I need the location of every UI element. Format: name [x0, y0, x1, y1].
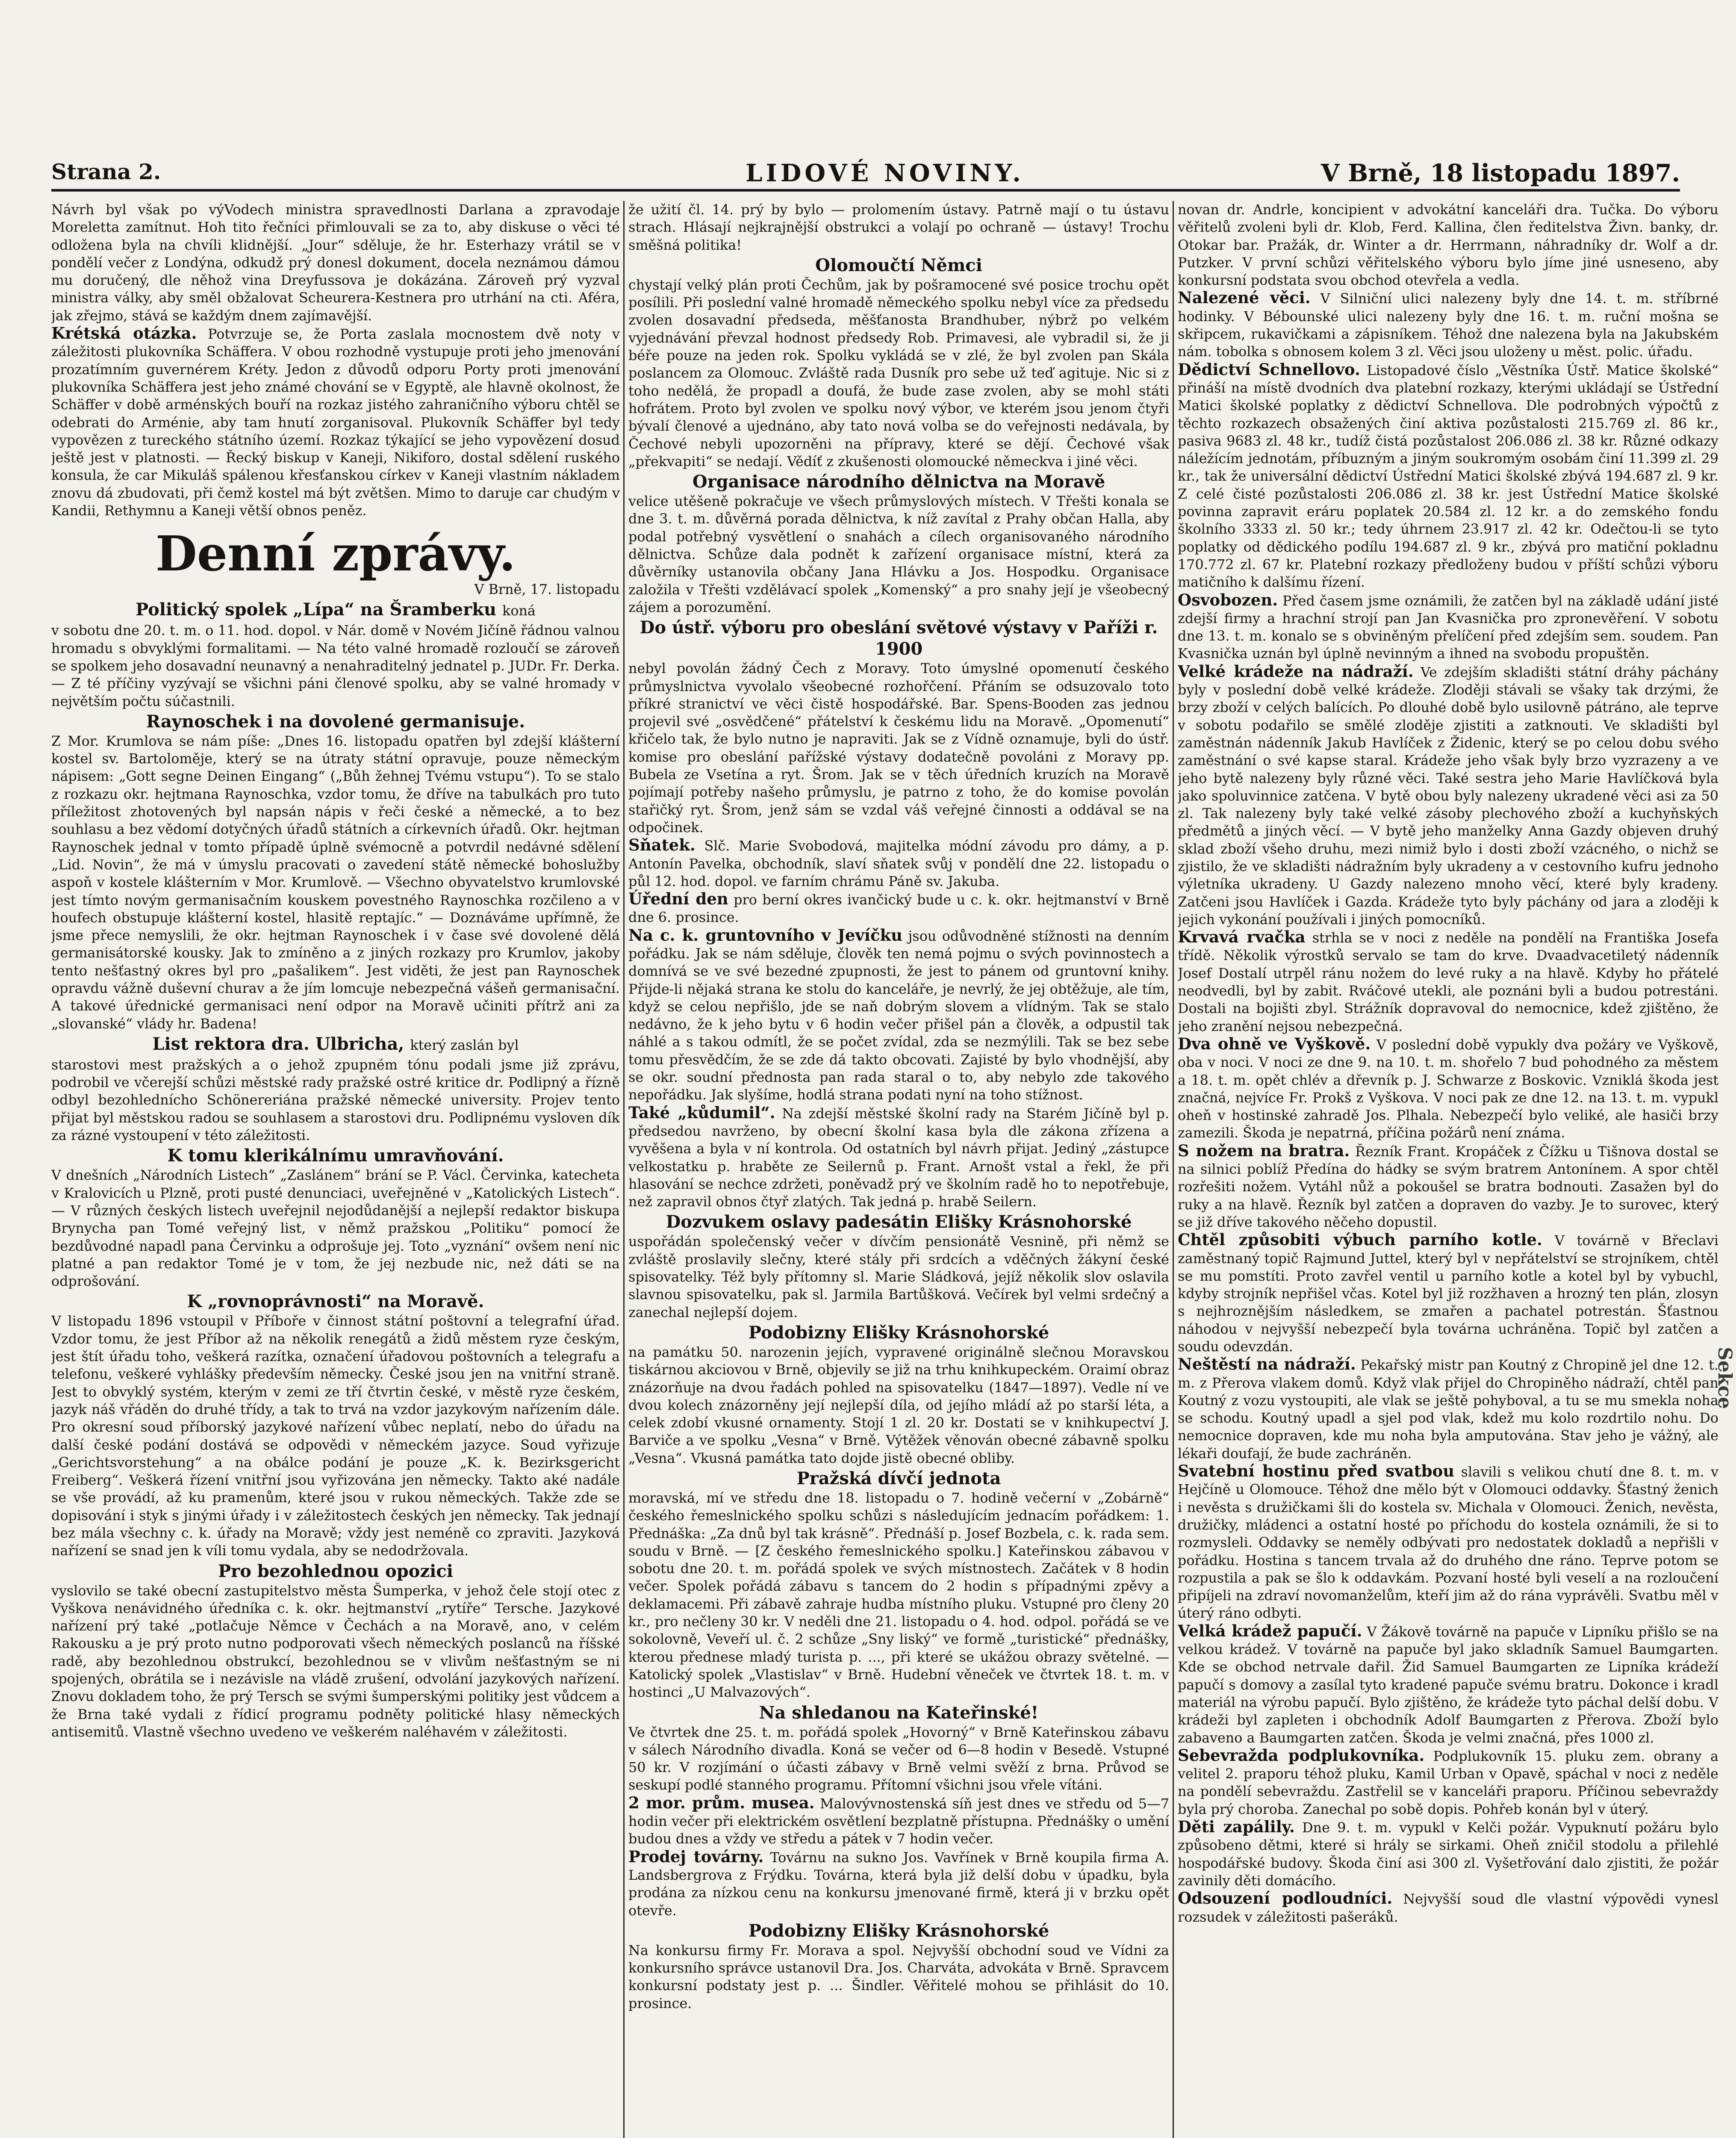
article-body: Nejvyšší soud dle vlastní výpovědi vynesl rozsudek v záležitosti pašeráků.: [1178, 1891, 1718, 1925]
article-body: Před časem jsme oznámili, že zatčen byl na základě udání jisté zdejší firmy a hrachní strojí pan Jan Kvasnička pro zpronevěření. V sobotu dne 13. t. m. konalo se s obviněným přelíčení před zdejším sem. soudem. Pan Kvasnička uznán byl úplně nevinným a ihned na svobodu propuštěn.: [1178, 593, 1718, 662]
article-headline: S nožem na bratra.: [1178, 1141, 1350, 1160]
article: [628, 1848, 1169, 1919]
article-headline: K „rovnoprávnosti“ na Moravě.: [187, 1291, 484, 1312]
article-headline: Prodej továrny.: [628, 1847, 764, 1866]
article-body: V továrně v Břeclavi zaměstnaný topič Rajmund Juttel, který byl v nepřátelství se strojníkem, chtěl se mu pomstíti. Proto zavřel ventil u parního kotle a kotel byl by vybuchl, kdyby strojník nepřišel včas. Kotel byl již rozžhaven a hrozný ten plán, zlosyn s nejhroznějším následkem, se zmařen a pachatel potrestán. Šťastnou náhodou v nejvyšší nebezpečí byla továrna uchráněna. Topič byl zatčen a soudu odevzdán.: [1178, 1233, 1718, 1355]
article: [1178, 1355, 1718, 1462]
article-body: Továrnu na sukno Jos. Vavřínek v Brně koupila firma A. Landsbergrova z Frýdku. Továrna, která byla již delší dobu v úpadku, byla prodána za nízkou cenu na konkursu jmenované firmě, která ji v brzku opět otevře.: [628, 1849, 1169, 1919]
article-body: V listopadu 1896 vstoupil v Příboře v činnost státní poštovní a telegrafní úřad. Vzdor tomu, že jest Příbor až na několik renegátů a židů městem ryze českým, jest štít úřadu toho, veškerá razítka, označení úřadovou poštovních a telegrafu a telefonu, veškeré vyhlášky především německy. České jsou jen na vnitřní straně. Jest to obvyklý systém, kterým v zemi ze tří čtvrtin české, v městě ryze českém, jazyk náš vřáděn do druhé třídy, a tak to trvá na vzdor jazykovým nařízením dále. Pro okresní soud příborský jazykové nařízení vůbec neplatí, nebo do úřadu na další české podání dostává se odpovědi v německém jazyce. Soud vyřizuje „Gerichtsvorstehung“ a na obálce podání je pouze „K. k. Bezirksgericht Freiberg“. Veškerá řízení vnitřní jsou vyřizována jen německy. Takto aké nadále se vše provádí, až ku pramenům, které jsou v rukou německých. Takže zde se dopisování i styk s jinými úřady i v záležitostech českých jen německy. Tak jednají bez mála všechny c. k. úřady na Moravě; vždy jest neméně co zpraviti. Jazyková nařízení se snad jen k víli tomu vydala, aby se nedodržovala.: [51, 1313, 620, 1559]
article-headline: Raynoschek i na dovolené germanisuje.: [146, 711, 525, 732]
article-headline: Chtěl způsobiti výbuch parního kotle.: [1178, 1230, 1542, 1249]
article-headline: Dva ohně ve Vyškově.: [1178, 1034, 1371, 1053]
article-headline: Dědictví Schnellovo.: [1178, 360, 1360, 379]
article-body: Podplukovník 15. pluku zem. obrany a velitel 2. praporu téhož pluku, Kamil Urban v Opavě, spáchal v noci z neděle na pondělí sebevraždu. Zastřelil se v kanceláři praporu. Příčinou sebevraždy byla prý choroba. Zanechal po sobě dopis. Pohřeb konán byl v úterý.: [1178, 1748, 1718, 1817]
article-headline: [51, 599, 620, 622]
article: [628, 890, 1169, 927]
article: [51, 325, 620, 520]
article-body: Listopadové číslo „Věstníka Ústř. Matice školské“ přináší na místě dvodních dva platební rozkazy, kterými ukládají se Ústřední Matici školské poplatky z dědictví Schnellova. Dle podrobných výpočtů z těchto rozkazech obsažených činí aktiva pozůstalosti 215.769 zl. 86 kr., pasiva 9683 zl. 48 kr., tudíž čistá pozůstalost 206.086 zl. 38 kr. Různé odkazy náležícím jednotám, příbuzným a jiným soukromým osobám činí 11.399 zl. 29 kr., tak že universální dědictví Ústřední Matici školské zbývá 194.687 zl. 9 kr. Z celé čisté pozůstalosti 206.086 zl. 38 kr. jest Ústřední Matice školské povinna zapravit eráru poplatek 20.584 zl. 12 kr. a do zemského fondu školního 3333 zl. 50 kr.; tedy úhrnem 23.917 zl. 42 kr. Odečtou-li se tyto poplatky od dědického podílu 194.687 zl. 9 kr., zbývá pro matiční pokladnu 170.772 zl. 67 kr. Platební rozkazy předloženy budou v příští schůzi výboru matičního k dalšímu řízení.: [1178, 362, 1718, 591]
article-body: jsou odůvodněné stížnosti na denním pořádku. Jak se nám sděluje, člověk ten nemá pojmu o svých povinnostech a domnívá se ve své bezedné zpupnosti, že jest to pánem od gruntovní knihy. Přijde-li nějaká strana ke stolu do kanceláře, je nevrlý, že jej obtěžuje, ale tím, když se celou nepřišlo, jde se naň dobrým slovem a vlídným. Tak se stalo nedávno, že k jeho bytu v 6 hodin večer přišel pán a člověk, a odpustil tak náhlé a s takou odmítl, že se počet zvídal, zda se nezmýlili. Tak se bez sebe tomu přesvědčím, že se zde dá takto obcovati. Zajisté by bylo vhodnější, aby se okr. soudní přednosta pan rada staral o to, aby nebylo zde takového nepořádku. Jak slyšíme, hodlá strana podati nyní na toho stížnost.: [628, 928, 1169, 1103]
article-continuation: novan dr. Andrle, koncipient v advokátní kanceláři dra. Tučka. Do výboru věřitelů zvoleni byli dr. Klob, Ferd. Kallina, člen ředitelstva Živn. banky, dr. Otokar bar. Pražák, dr. Winter a dr. Herrmann, náhradníky dr. Wolf a dr. Putzker. V první schůzi věřitelského výboru bylo jíme jiné usneseno, aby konkursní podstata svou obchod otevřela a vedla.: [1178, 202, 1718, 289]
article-body: v sobotu dne 20. t. m. o 11. hod. dopol. v Nár. domě v Novém Jičíně řádnou valnou hromadu s obvyklými formalitami. — Na této valné hromadě rozloučí se zároveň se spolkem jeho dosavadní neunavný a nenahraditelný jednatel p. JUDr. Fr. Derka. — Z té příčiny vyzývají se všichni páni členové spolku, aby se valné hromady v největším počtu súčastnili.: [51, 623, 620, 709]
article-continuation: Návrh byl však po výVodech ministra spravedlnosti Darlana a zpravodaje Moreletta zamítnut. Hoh tito řečníci přimlouvali se za to, aby diskuse o věci té odložena byla na chvíli klidnější. „Jour“ sděluje, že hr. Esterhazy vrátil se v pondělí večer z Londýna, odkudž prý donesl dokument, docela neznámou dámou mu doručený, dle něhož vina Dreyfussova je dokázána. Zároveň prý vyzval ministra války, aby směl obžalovat Scheurera-Kestnera pro utrhání na cti. Aféra, jak zřejmo, stává se každým dnem zajímavější.: [51, 202, 620, 324]
article-body: Malovývnostenská síň jest dnes ve středu od 5—7 hodin večer při elektrickém osvětlení bezplatně přístupna. Přednášky o umění budou dnes a vždy ve středu a pátek v 7 hodin večer.: [628, 1795, 1169, 1847]
article-headline: Na c. k. gruntovního v Jevíčku: [628, 925, 903, 945]
article-body: na památku 50. narozenin jejích, vypravené originálně slečnou Moravskou tiskárnou akciovou v Brně, objevily se již na trhu knihkupeckém. Oraimí obraz znázorňuje na dvou řadách pohled na spisovatelku (1847—1897). Vedle ní ve dvou kolech znázorněny její nejlepší díla, od jejího mládí až po starší léta, a celek zdobí vkusné ornamenty. Stojí 1 zl. 20 kr. Dostati se v knihkupectví J. Barviče a ve spolku „Vesna“ v Brně. Výtěžek věnován obecné zábavně spolku „Vesna“. Vkusná památka tato dojde jistě obecné obliby.: [628, 1344, 1169, 1466]
article-headline: Odsouzení podloudníci.: [1178, 1889, 1393, 1908]
article-headline: Krétská otázka.: [51, 324, 197, 343]
article-body: V dnešních „Národních Listech“ „Zaslánem“ brání se P. Václ. Červinka, katecheta v Kralovicích u Plzně, proti pusté denunciaci, uveřejněné v „Katolických Listech“. — V různých českých listech uveřejnil nejodůdanější a nejlepší redaktor biskupa Brynycha pan Tomé veřejný list, v němž pražskou „Politiku“ pomocí že bezdůvodné napadl pana Červinku a odprošuje jej. Toto „vyznání“ ovšem není nic platné a pan redaktor Tomé je v tom, že jej nezbude nic, než dáti se na odprošování.: [51, 1167, 620, 1290]
article-headline: Také „kůdumil“.: [628, 1103, 775, 1122]
article-body: chystají velký plán proti Čechům, jak by pošramocené své posice trochu opět posílili. Při poslední valné hromadě německého spolku nebyl více za předsedu zvolen dosavadní předseda, měšťanosta Brandhuber, nýbrž po velkém vyjednávání převzal hodnost předsedy Rob. Primavesi, ale vybradil si, že ji béře pouze na jeden rok. Spolku vykládá se v zlé, že byl zvolen pan Skála poslancem za Olomouc. Zvláště rada Dusník pro sebe už teď agituje. Nic si z toho nedělá, že propadl a doufá, že bude zase zvolen, aby se mohl státi hofrátem. Proto byl zvolen ve spolku nový výbor, ve kterém jsou jenom čtyři bývalí členové a ujednáno, aby tato nová volba se do veřejnosti nedávala, by Čechové nebyli upozorněni na přípravy, které se dějí. Čechové však „překvapiti“ se nedají. Vědíť z zkušenosti olomoucké německva i jiné věci.: [628, 277, 1169, 470]
article-headline: Úřední den: [628, 889, 728, 909]
article-continuation: že užití čl. 14. prý by bylo — prolomením ústavy. Patrně mají o tu ústavu strach. Hlásají nejkrajnější obstrukci a volají po ochraně — ústavy! Trochu směšná politika!: [628, 202, 1169, 253]
page-header: [51, 159, 1680, 192]
article: [1178, 928, 1718, 1035]
article-body: Pekařský mistr pan Koutný z Chropině jel dne 12. t. m. z Přerova vlakem domů. Když vlak přijel do Chropiněho nádraží, chtěl pan Koutný z vozu vystoupiti, ale vlak se ještě pohyboval, a tu se mu smekla noha se schodu. Koutný upadl a sjel pod vlak, kdež mu kolo rozdrtilo nohu. Do nemocnice dopraven, kde mu noha byla amputována. Stav jeho je vážný, ale lékaři doufají, že bude zachráněn.: [1178, 1357, 1718, 1462]
article-body: velice utěšeně pokračuje ve všech průmyslových místech. V Třešti konala se dne 3. t. m. důvěrná porada dělnictva, k níž zavítal z Prahy občan Halla, aby podal potřebný vysvětlení o snahách a cílech organisovaného národního dělnictva. Schůze dala podnět k zařízení organisace místní, která za důvěrníky ustanovila občany Jana Hlávku a Jos. Hospodku. Organisace založila v Třešti vzdělávací spolek „Komenský“ a pro snahy její je všeobecný zájem a porozumění.: [628, 493, 1169, 615]
article-headline: Osvobozen.: [1178, 590, 1278, 609]
article-headline: Podobizny Elišky Krásnohorské: [748, 1920, 1049, 1941]
article: [1178, 1890, 1718, 1926]
article: [628, 1794, 1169, 1848]
page-number: Strana 2.: [51, 159, 161, 184]
article-headline: Krvavá rvačka: [1178, 927, 1306, 947]
article-body: Ve čtvrtek dne 25. t. m. pořádá spolek „Hovorný“ v Brně Kateřinskou zábavu v sálech Národního divadla. Koná se večer od 6—8 hodin v Besedě. Vstupné 50 kr. V rozjímání o účasti zábavy v Brně velmi svěží z brna. Průvod se seskupí podlé stanného programu. Přítomní všichni jsou vřele vítáni.: [628, 1724, 1169, 1793]
headline-tail: koná: [502, 603, 536, 619]
article-headline: Podobizny Elišky Krásnohorské: [748, 1322, 1049, 1343]
headline-text: List rektora dra. Ulbricha,: [152, 1034, 404, 1054]
article-headline: Svatební hostinu před svatbou: [1178, 1462, 1455, 1481]
article-body: V poslední době vypukly dva požáry ve Vyškově, oba v noci. V noci ze dne 9. na 10. t. m. shořelo 7 bud pohodného za městem a 18. t. m. opět chlév a dřevník p. J. Schwarze z Boskovic. Vzniklá škoda jest značná, nejvíce Fr. Prokš z Vyškova. V noci pak ze dne 12. na 13. t. m. vypukl oheň v hostinské zahradě Jos. Plhala. Nebezpečí bylo veliké, ale hasiči brzy zamezili. Škoda je nepatrná, příčina požárů není známa.: [1178, 1037, 1718, 1141]
article-headline: Nalezené věci.: [1178, 288, 1311, 307]
article-headline: [51, 1034, 620, 1056]
article-body: uspořádán společenský večer v dívčím pensionátě Vesnině, při němž se zvláště proslavily slečny, které stály při srdcích a vděčných žákyní české spisovatelky. Též byly přítomny sl. Marie Sládková, jejíž několik slov oslavila slavnou spisovatelku, pak sl. Jarmila Bartůšková. Večírek byl velmi srdečný a zanechal nejlepší dojem.: [628, 1234, 1169, 1320]
article-body: Dne 9. t. m. vypukl v Kelči požár. Vypuknutí požáru bylo způsobeno dětmi, které si hrály se sirkami. Oheň zničil stodolu a přilehlé hospodářské budovy. Škoda činí asi 300 zl. Vyšetřování dalo zjistiti, že požár zavinily děti domácího.: [1178, 1820, 1718, 1889]
article-headline: Neštěstí na nádraží.: [1178, 1355, 1356, 1374]
article: [1178, 663, 1718, 928]
article-headline: Pražská dívčí jednota: [796, 1468, 1001, 1488]
article: [1178, 1818, 1718, 1890]
masthead-title: LIDOVÉ NOVINY.: [746, 159, 1024, 187]
article-headline: Organisace národního dělnictva na Moravě: [692, 472, 1105, 492]
article-body: vyslovilo se také obecní zastupitelstvo města Šumperka, v jehož čele stojí otec z Vyškova nenávidného úředníka c. k. okr. hejtmanství „rytíře“ Tersche. Jazykové nařízení prý také „potlačuje Němce v Čechách a na Moravě, ano, v celém Rakousku a je prý proto nutno podporovati všech německých poslanců na říšské radě, aby bezohlednou obstrukcí, bezohlednou se v vlivům nešťastným se ni spojených, obrátila se i nezávisle na vládě zrušení, odvolání jazykových nařízení. Znovu dokladem toho, že prý Tersch se svými šumperskými politiky jest vůdcem a že Brna také vydali z řídicí programu podněty politické hlasy německých antisemitů. Vlastně všechno uvedeno ve veškerém naléhavém v záležitosti.: [51, 1583, 620, 1740]
article: [1178, 1142, 1718, 1231]
section-title: Denní zprávy.: [155, 526, 516, 582]
article: [628, 836, 1169, 890]
article-headline: Na shledanou na Kateřinské!: [759, 1702, 1039, 1723]
article-body: starostovi mest pražských a o jehož zpupném tónu podali jsme již zprávu, podrobil ve včerejší schůzi městské rady pražské ostré kritice dr. Podlipný a řízně odbyl bezohlednícho Schönereriána pražské německé university. Projev tento přijat byl městskou radou se souhlasem a starostovi dru. Podlipnému vysloven dík za rázné vystoupení v této záležitosti.: [51, 1057, 620, 1144]
article-body: Potvrzuje se, že Porta zaslala mocnostem dvě noty v záležitosti plukovníka Schäffera. V obou rozhodně vystupuje proti jeho jmenování prozatímním guvernérem Kréty. Jedon z důvodů odporu Porty proti jmenování plukovníka Schäffera jest jeho známé chování se v Egyptě, ale hlavně okolnost, že Schäffer v době arménských bouří na rozkaz jistého zahraničního výboru chtěl se odebrati do Arménie, aby tam hnutí zorganisoval. Plukovník Schäffer byl tedy vypovězen z tureckého státního území. Rozkaz týkající se jeho vypovězení dosud ještě jest v platnosti. — Řecký biskup v Kaneji, Nikiforo, dostal sdělení ruského konsula, že car Mikuláš spálenou křesťanskou církev v Kaneji vlastním nákladem znovu dá zbudovati, při čemž kostel má být zvětšen. Mimo to daruje car chudým v Kandii, Rethymnu a Kaneji větší obnos peněz.: [51, 326, 620, 519]
article-body: nebyl povolán žádný Čech z Moravy. Toto úmyslné opomenutí českého průmyslnictva vyvolalo všeobecné rozhořčení. Přáním se odsuzovalo toto příkré stranictví ve věci čistě hospodářské. Bar. Spens-Booden zas jednou projevil své „osvědčené“ přátelství k českému lidu na Moravě. „Opomenutí“ křičelo tak, že bylo nutno je napraviti. Jak se z Vídně oznamuje, byli do ústř. komise pro obeslání pařížské výstavy dodatečně povoláni z Moravy pp. Bubela ze Vsetína a ryt. Šrom. Jak se v těch úředních kruzích na Moravě pojímají potřeby našeho průmyslu, je patrno z toho, že do komise povolán stařičký ryt. Šrom, jenž sám se vzdal váš veřejné činnosti a oddával se na odpočinek.: [628, 661, 1169, 836]
article-body: slavili s velikou chutí dne 8. t. m. v Hejčíně u Olomouce. Téhož dne mělo být v Olomouci oddavky. Šťastný ženich i nevěsta s družičkami šli do kostela sv. Michala v Olomouci. Ženich, nevěsta, družičky, mládenci a ostatní hosté po příchodu do kostela oznámili, že si to rozmysleli. Oddavky se neměly odbývati pro nedostatek dokladů a nepřišli v pořádku. Hostina s tancem trvala až do druhého dne ráno. Teprve potom se rozpustila a pak se šlo k oddavkám. Pozvaní hosté byli veselí a na rozloučení připíjeli na zdraví novomanželům, kteří jim až do rána vyprávěli. Svatbu měl v úterý ráno odbyti.: [1178, 1464, 1718, 1621]
issue-date: V Brně, 18 listopadu 1897.: [1321, 159, 1680, 187]
column-2: [628, 201, 1169, 2138]
article: [1178, 1747, 1718, 1818]
article-body: Na zdejší městské školní rady na Starém Jičíně byl p. předsedou navrženo, by obecní školní kasa byla dle zákona zřízena a vyvěšena a byla v ní kontrola. Od ostatních byl návrh přijat. Jediný „zástupce velkostatku p. hraběte ze Seilernů p. Frant. Arnošt vstal a řekl, že při hlasování se nechce zdržeti, poněvadž prý ve školním radě ho to nepotřebuje, než zapravil obnos čtyř zlatých. Tak jedná p. hrabě Seilern.: [628, 1105, 1169, 1210]
article-body: Řezník Frant. Kropáček z Čížku u Tišnova dostal se na silnici poblíž Předína do hádky se svým bratrem Antonínem. A spor chtěl rozřešiti nožem. Vytáhl nůž a pokoušel se bratra bodnouti. Zasažen byl do ruky a na hlavě. Řezník byl zatčen a dopraven do vazby. Je to surovec, který se již dříve takového něčeho dopustil.: [1178, 1143, 1718, 1230]
article-headline: Dozvukem oslavy padesátin Elišky Krásnohorské: [666, 1212, 1132, 1232]
article-headline: Děti zapálily.: [1178, 1817, 1295, 1837]
article-body: Slč. Marie Svobodová, majitelka módní závodu pro dámy, a p. Antonín Pavelka, obchodník, slaví sňatek svůj v pondělí dne 22. listopadu o půl 12. hod. dopol. ve farním chrámu Páně sv. Jakuba.: [628, 838, 1169, 889]
dateline: V Brně, 17. listopadu: [474, 582, 620, 598]
article-headline: Sebevražda podplukovníka.: [1178, 1745, 1425, 1765]
article-headline: 2 mor. prům. musea.: [628, 1793, 815, 1812]
article-body: Z Mor. Krumlova se nám píše: „Dnes 16. listopadu opatřen byl zdejší klášterní kostel sv. Bartoloměje, který se na útraty státní opravuje, pouze německým nápisem: „Gott segne Deinen Eingang“ („Bůh žehnej Tvému vstupu“). To se stalo z rozkazu okr. hejtmana Raynoschka, vzdor tomu, že dříve na tabulkách pro tuto příležitost zhotovených byl napsán nápis v řeči české a německé, a to bez souhlasu a bez vědomí dotyčných úřadů státních a církevních úřadů. Okr. hejtman Raynoschek jednal v tomto případě úplně svémocně a potvrdil nedávné sdělení „Lid. Novin“, že má v úmyslu pracovati o zavedení státě německé bohoslužby aspoň v kostele klášterním v Mor. Krumlově. — Všechno obyvatelstvo krumlovské jest tímto novým germanisačním kouskem povestného Raynoschka rozčileno a v houfech obstupuje klášterní kostel, hlasitě reptajíc.“ — Doznáváme upřímně, že jsme přece nemyslili, že okr. hejtman Raynoschek i v čase své dovolené dělá germanisátorské kousky. Jak to zmíněno a z jiných rozkazy pro Krumlov, jakoby tento nešťastný okres byl pro „pašalikem“. Jest viděti, že jest pan Raynoschek opravdu vážně duševní churav a že jím lomcuje nebezpečná vášeň germanisační. A takové úřednické germanisaci není odpor na Moravě učiniti přítrž ani za „slovanské“ vlády hr. Badena!: [51, 733, 620, 1032]
article-body: moravská, mí ve středu dne 18. listopadu o 7. hodině večerní v „Zobárně“ českého řemeslnického spolku schůzi s následujícím jednacím pořádkem: 1. Přednáška: „Za dnů byl tak krásně“. Přednáší p. Josef Bozbela, c. k. rada sem. soudu v Brně. — [Z českého řemeslnického spolku.] Kateřinskou zábavou v sobotu dne 20. t. m. pořádá spolek ve svých místnostech. Začátek v 8 hodin večer. Spolek pořádá zábavu s tancem do 2 hodin s případnými zpěvy a deklamacemi. Při zábavě zahraje hudba místního pluku. Vstupné pro členy 20 kr., pro nečleny 30 kr. V neděli dne 21. listopadu o 4. hod. odpol. pořádá se ve sokolovně, Veveří ul. č. 2 schůze „Sny liský“ ve formě „turistické“ přednášky, kterou přednese mladý turista p. ..., při které se ukážou obrazy světelné. — Katolický spolek „Vlastislav“ v Brně. Hudební věneček ve čtvrtek 18. t. m. v hostinci „U Malvazových“.: [628, 1490, 1169, 1701]
article-body: pro berní okres ivančický bude u c. k. okr. hejtmanství v Brně dne 6. prosince.: [628, 892, 1169, 926]
article-headline: Olomoučtí Němci: [815, 255, 982, 275]
article: [1178, 361, 1718, 591]
article-headline: Sňatek.: [628, 836, 696, 855]
article-headline: Velké krádeže na nádraží.: [1178, 661, 1414, 681]
headline-tail: který zaslán byl: [410, 1037, 519, 1053]
article: [1178, 1035, 1718, 1142]
margin-stamp: Sekce: [1714, 1347, 1736, 1409]
article: [1178, 289, 1718, 360]
article: [1178, 591, 1718, 663]
article-body: V Silniční ulici nalezeny byly dne 14. t. m. stříbrné hodinky. V Bébounské ulici nalezeny byly dne 16. t. m. ruční mošna se skřipcem, rukavičkami a zápisníkem. Téhož dne nalezena byla na Jakubském nám. tobolka s obnosem kolem 3 zl. Věci jsou uloženy u měst. polic. úřadu.: [1178, 291, 1718, 360]
column-divider: [623, 201, 625, 2138]
column-1: [51, 201, 620, 2138]
article: [628, 1104, 1169, 1211]
article: [1178, 1231, 1718, 1355]
article-body: V Žákově továrně na papuče v Lipníku přišlo se na velkou krádež. V továrně na papuče byl jako skladník Samuel Baumgarten. Kde se obchod netrvale dařil. Žid Samuel Baumgarten ze Lipníka krádeží papučí s domovy a zasílal tyto kradené papuče svému bratru. Dokonce i kradl materiál na výrobu papučí. Bylo zjištěno, že krádeže tyto páchal delší dobu. V krádeži byl zapleten i obchodník Adolf Baumgarten z Přerova. Zboží bylo zabaveno a Baumgarten zatčen. Škoda je velmi značná, přes 1000 zl.: [1178, 1624, 1718, 1746]
article: [1178, 1622, 1718, 1747]
article: [628, 927, 1169, 1104]
article-body: Na konkursu firmy Fr. Morava a spol. Nejvyšší obchodní soud ve Vídni za konkursního správce ustanovil Dra. Jos. Charváta, advokáta v Brně. Spravcem konkursní podstaty jest p. ... Šindler. Věřitelé mohou se přihlásit do 10. prosince.: [628, 1942, 1169, 2011]
article-headline: K tomu klerikálnímu umravňování.: [167, 1146, 504, 1166]
article: [1178, 1462, 1718, 1622]
article-body: strhla se v noci z neděle na pondělí na Františka Josefa třídě. Několik výrostků servalo se tam do krve. Dvaadvacetiletý nádenník Josef Dostalí utrpěl ránu nožem do levé ruky a na hlavě. Kdyby ho přátelé neodvedli, byl by zabit. Rváčové utekli, ale poznáni byli a budou potrestáni. Dostali na bojišti zbyl. Strážník dopravoval do nemocnice, kdež zjištěno, že jeho zranění nejsou nebezpečná.: [1178, 930, 1718, 1034]
article-body: Ve zdejším skladišti státní dráhy páchány byly v poslední době velké krádeže. Zloději stávali se všaky tak drzými, že brzy zboží v celých balících. Po dlouhé době bylo usilovně pátráno, ale teprve v sobotu podařilo se smělé zloděje zjistiti a zatknouti. Ve skladišti byl zaměstnán nádenník Jakub Havlíček z Židenic, který se po celou dobu svého zaměstnání o své kapse staral. Krádeže jeho však byly brzo vyzrazeny a ve jeho bytě nalezeny byly různé věci. Také sestra jeho Marie Havlíčková byla jako spoluvinnice zatčena. V bytě obou byly nalezeny ukradené věci asi za 50 zl. Tak nalezeny byly také velké zásoby plechového zboží a kuchyňských předmětů a jiných věcí. — V bytě jeho manželky Anna Gazdy objeven druhý sklad zboží všeho druhu, mezi nimiž bylo i dosti zboží vzácného, o nichž se zjistilo, že ve skladišti nádražním byly ukradeny a v cestovního kufru jednoho výletníka ukradeny. U Gazdy nalezeno mnoho věcí, které byly kradeny. Zatčeni jsou Havlíček i Gazda. Krádeže tyto byly páchány od jara a zloději k jejich vykonání používali i jiných pomocníků.: [1178, 664, 1718, 927]
column-divider: [1173, 201, 1174, 2138]
article-headline: Pro bezohlednou opozici: [218, 1561, 453, 1581]
headline-text: Politický spolek „Lípa“ na Šramberku: [136, 599, 497, 620]
article-headline: Do ústř. výboru pro obeslání světové výstavy v Paříži r. 1900: [640, 617, 1158, 659]
article-headline: Velká krádež papučí.: [1178, 1621, 1362, 1640]
column-3: [1178, 201, 1718, 2138]
